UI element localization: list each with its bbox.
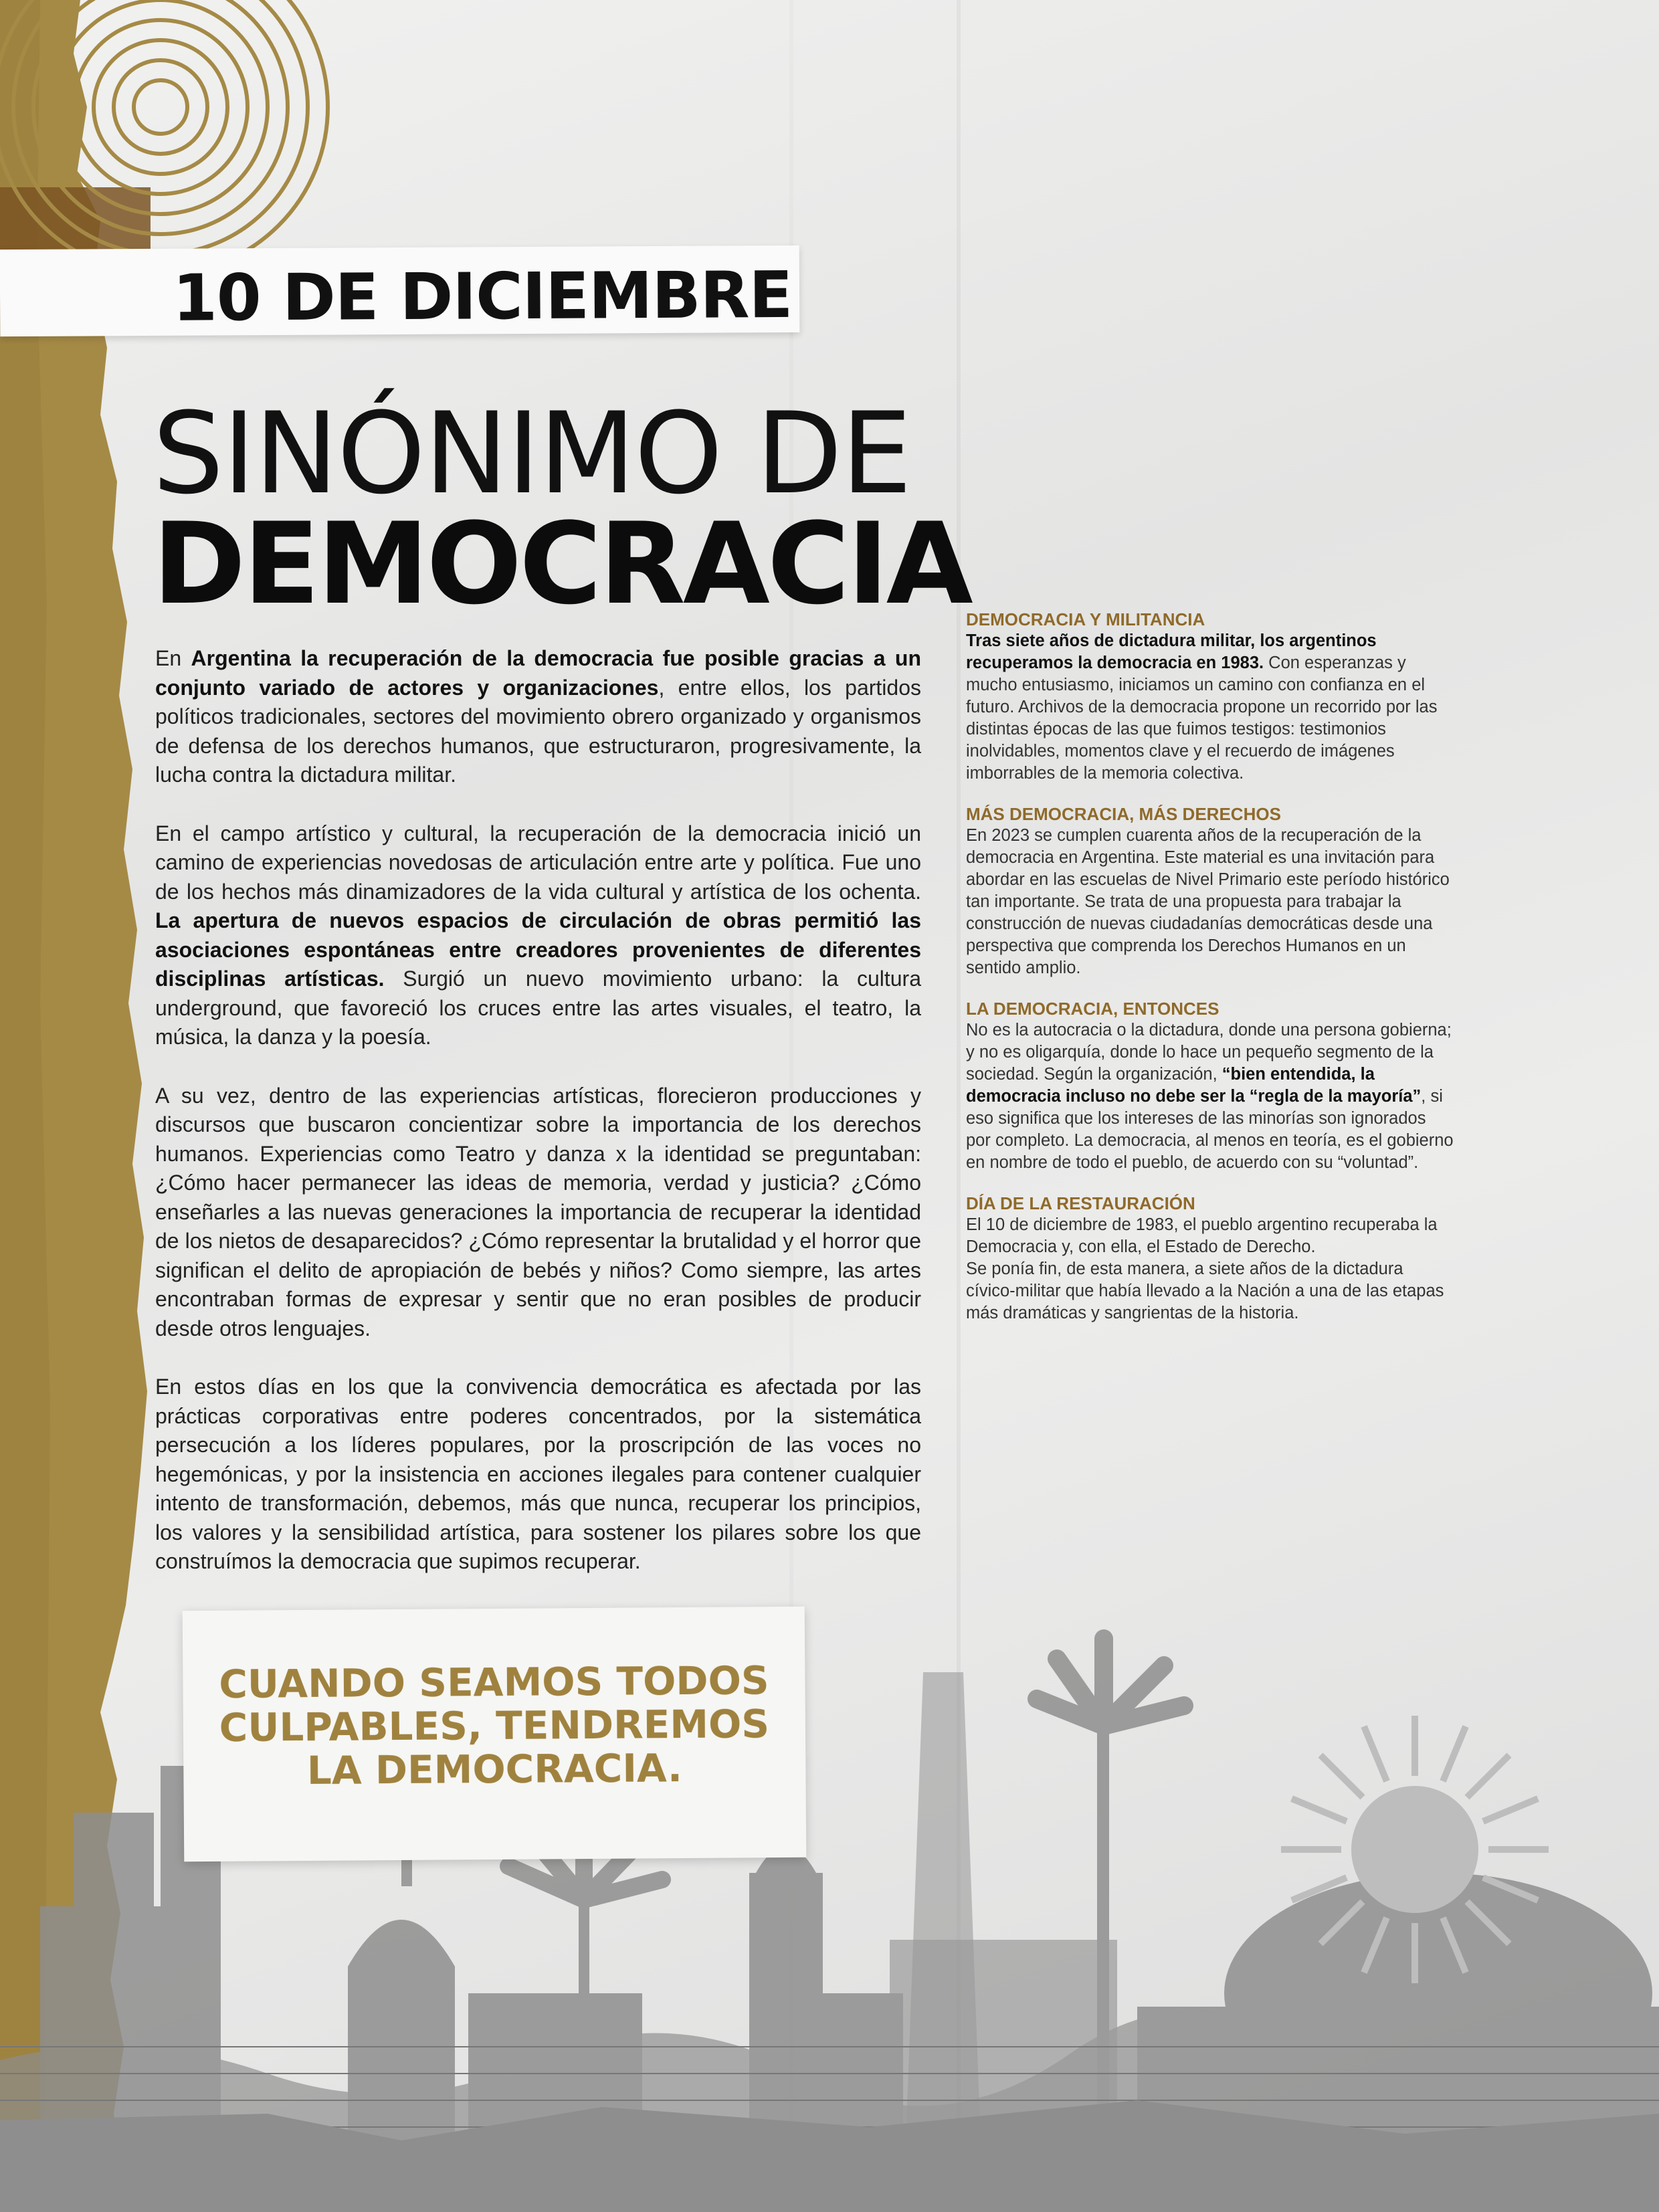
paragraph: En Argentina la recuperación de la democracia fue posible gracias a un conjunto variado de actores y organizaciones, entre ellos, los partidos políticos tradicionales, sectores del movimiento obrero organizado y organismos de defensa de los derechos humanos, que estructuraron, progresivamente, la lucha contra la dictadura militar. <box>155 646 922 787</box>
title-line-2: DEMOCRACIA <box>153 498 971 629</box>
section-text: No es la autocracia o la dictadura, donde una persona gobierna; y no es oligarquía, donde lo hace un pequeño segmento de la sociedad. Según la organización, “bien entendida, la democracia incluso no debe ser la “regla de la mayoría”, si eso significa que los intereses de las minorías son ignorados por completo. La democracia, al menos en teoría, es el gobierno en nombre de todo el pueblo, de acuerdo con su “voluntad”. <box>966 1021 1454 1172</box>
side-column <box>966 609 1454 1343</box>
main-article <box>155 644 921 1606</box>
section-text: En 2023 se cumplen cuarenta años de la recuperación de la democracia en Argentina. Este material es una invitación para abordar en las escuelas de Nivel Primario este período histórico tan importante. Se trata de una propuesta para trabajar la construcción de nuevas ciudadanías democráticas desde una perspectiva que comprenda los Derechos Humanos en un sentido amplio. <box>966 826 1450 977</box>
paragraph: En estos días en los que la convivencia democrática es afectada por las prácticas corporativas entre poderes concentrados, por la sistemática persecución a los líderes populares, por la proscripción de las voces no hegemónicas, y por la insistencia en acciones ilegales para contener cualquier intento de transformación, debemos, más que nunca, recuperar los principios, los valores y la sensibilidad artística, para sostener los pilares sobre los que construímos la democracia que supimos recuperar. <box>155 1375 921 1573</box>
date-label: 10 DE DICIEMBRE <box>172 257 793 336</box>
quote-text: CUANDO SEAMOS TODOS CULPABLES, TENDREMOS LA DEMOCRACIA. <box>219 1657 770 1793</box>
section-heading: DEMOCRACIA Y MILITANCIA <box>966 609 1205 629</box>
paragraph: En el campo artístico y cultural, la recuperación de la democracia inició un camino de experiencias novedosas de articulación entre arte y política. Fue uno de los hechos más dinamizadores de la vida cultural y artística de los ochenta. La apertura de nuevos espacios de circulación de obras permitió las asociaciones espontáneas entre creadores provenientes de diferentes disciplinas artísticas. Surgió un nuevo movimiento urbano: la cultura underground, que favoreció los cruces entre las artes visuales, el teatro, la música, la danza y la poesía. <box>155 821 922 1049</box>
date-label-card <box>0 245 799 336</box>
section-text: El 10 de diciembre de 1983, el pueblo argentino recuperaba la Democracia y, con ella, el Estado de Derecho. <box>966 1215 1438 1256</box>
ruled-lines <box>0 2033 1659 2212</box>
quote-card <box>183 1607 807 1862</box>
section-heading: LA DEMOCRACIA, ENTONCES <box>966 999 1219 1019</box>
paragraph: A su vez, dentro de las experiencias artísticas, florecieron producciones y discursos que buscaron concientizar sobre la importancia de los derechos humanos. Experiencias como Teatro y danza x la identidad se preguntaban: ¿Cómo hacer permanecer las ideas de memoria, verdad y justicia? ¿Cómo enseñarles a las nuevas generaciones la importancia de recuperar la identidad de los nietos de desaparecidos? ¿Cómo representar la brutalidad y el horror que significan el delito de apropiación de bebés y niños? Como siempre, las artes encontraban formas de expresar y sentir que no eran posibles de producir desde otros lenguajes. <box>155 1083 921 1340</box>
section-heading: DÍA DE LA RESTAURACIÓN <box>966 1193 1195 1213</box>
title-line-1: SINÓNIMO DE <box>153 388 911 519</box>
section-text: Se ponía fin, de esta manera, a siete años de la dictadura cívico-militar que había llevado a la Nación a una de las etapas más dramáticas y sangrientas de la historia. <box>966 1260 1444 1322</box>
section-text: Tras siete años de dictadura militar, los argentinos recuperamos la democracia en 1983. Con esperanzas y mucho entusiasmo, iniciamos un camino con confianza en el futuro. Archivos de la democracia propone un recorrido por las distintas épocas de las que fuimos testigos: testimonios inolvidables, momentos clave y el recuerdo de imágenes imborrables de la memoria colectiva. <box>966 631 1438 783</box>
section-heading: MÁS DEMOCRACIA, MÁS DERECHOS <box>966 804 1281 824</box>
